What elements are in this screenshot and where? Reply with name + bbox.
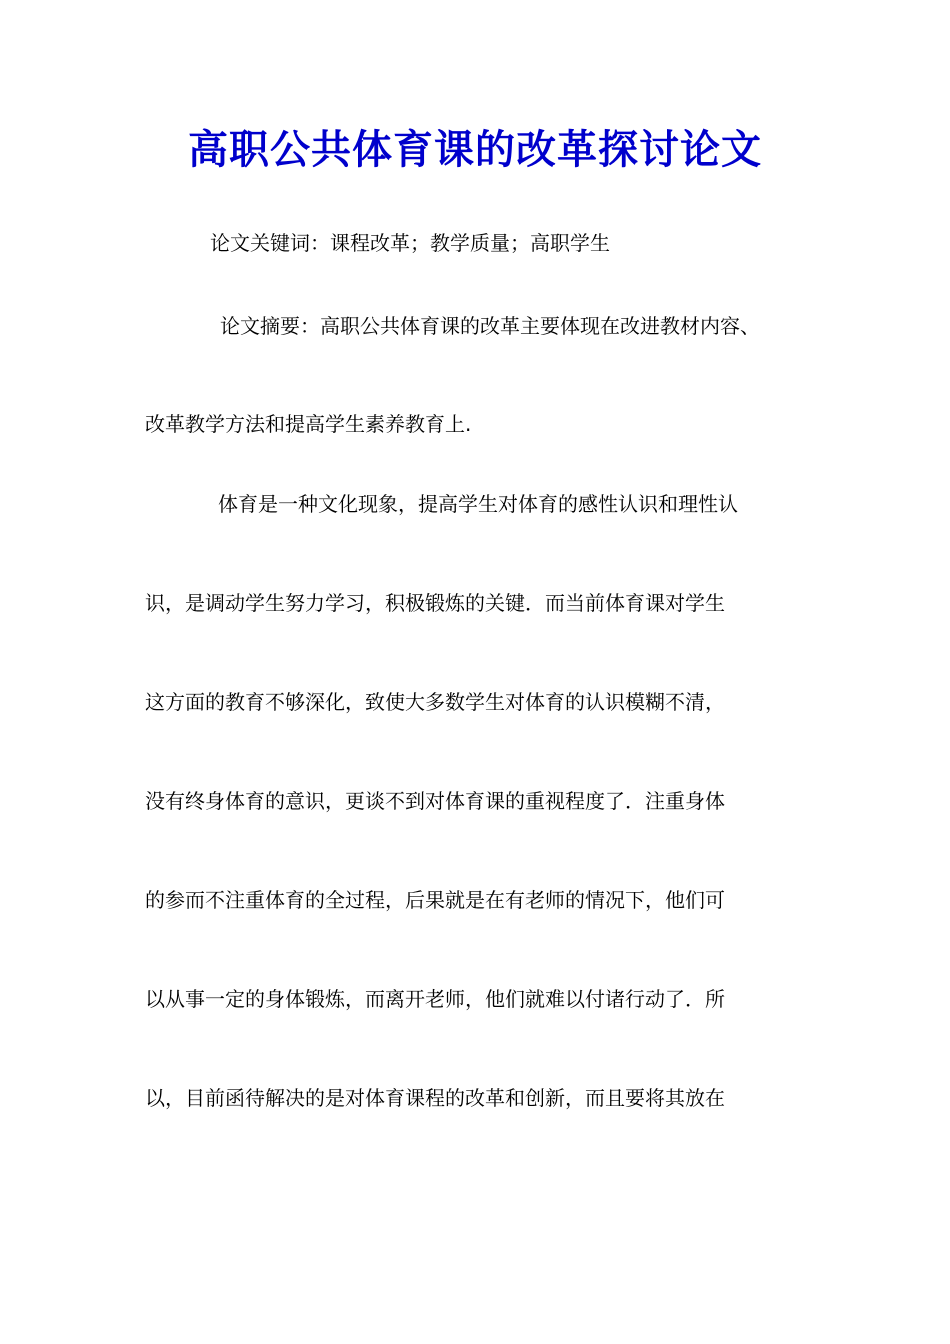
body-line: 这方面的教育不够深化，致使大多数学生对体育的认识模糊不清， — [145, 690, 725, 714]
body-line: 的参而不注重体育的全过程，后果就是在有老师的情况下，他们可 — [145, 888, 725, 912]
abstract-paragraph — [145, 306, 815, 444]
body-line: 体育是一种文化现象，提高学生对体育的感性认识和理性认 — [218, 492, 738, 516]
body-line: 以从事一定的身体锻炼，而离开老师，他们就难以付诸行动了．所 — [145, 987, 725, 1011]
keywords-line: 论文关键词：课程改革；教学质量；高职学生 — [210, 231, 610, 255]
body-line: 没有终身体育的意识，更谈不到对体育课的重视程度了．注重身体 — [145, 789, 725, 813]
body-line: 以，目前函待解决的是对体育课程的改革和创新，而且要将其放在 — [145, 1086, 725, 1110]
document-title: 高职公共体育课的改革探讨论文 — [188, 126, 762, 173]
abstract-line: 改革教学方法和提高学生素养教育上. — [145, 412, 472, 436]
body-line: 识，是调动学生努力学习，积极锻炼的关键．而当前体育课对学生 — [145, 591, 725, 615]
body-paragraph — [145, 484, 815, 1118]
abstract-line: 论文摘要：高职公共体育课的改革主要体现在改进教材内容、 — [220, 314, 760, 338]
